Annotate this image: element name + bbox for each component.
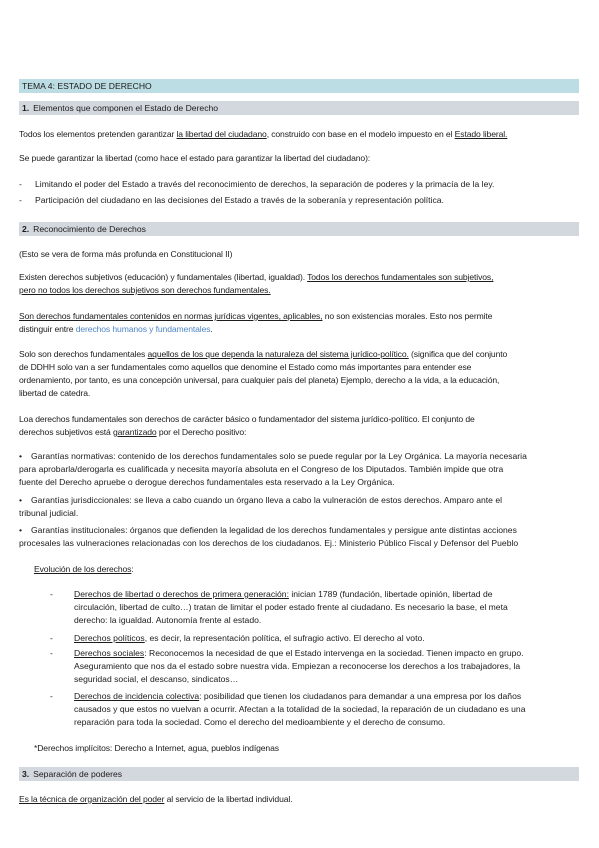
underlined-text: Estado liberal.	[454, 129, 508, 139]
title-text: TEMA 4: ESTADO DE DERECHO	[22, 81, 152, 91]
text: circulación, libertad de culto…) tratan de limitar el poder estado frente al ciudadano. Es necesario la base, el meta	[74, 602, 508, 612]
list-item-text	[74, 647, 579, 686]
text: (significa que del conjunto	[408, 349, 508, 359]
underlined-text: Todos los derechos fundamentales son subjetivos,	[307, 272, 494, 282]
text: seguridad social, el descanso, sindicatos…	[74, 674, 239, 684]
s2-paragraph-2	[19, 271, 575, 297]
bullet-marker: •	[19, 525, 23, 535]
s2-paragraph-5	[19, 413, 575, 439]
text: causados y que estos no vuelvan a ocurrir. Afectan a la totalidad de la sociedad, la reparación de un ciudadano es una	[74, 704, 526, 714]
underlined-text: aquellos de los que dependa la naturaleza del sistema jurídico-político.	[147, 349, 409, 359]
document-title	[19, 79, 579, 93]
underlined-text: Derechos sociales	[74, 648, 145, 658]
dash-marker: -	[50, 648, 53, 658]
text: Existen derechos subjetivos (educación) y fundamentales (libertad, igualdad).	[19, 272, 308, 282]
s1-paragraph-1	[19, 128, 575, 141]
section-number: 2.	[22, 224, 30, 234]
text: no son existencias morales. Esto nos permite	[322, 311, 493, 321]
text: Todos los elementos pretenden garantizar	[19, 129, 177, 139]
section-title: Elementos que componen el Estado de Derecho	[33, 103, 219, 113]
dash-marker: -	[50, 633, 53, 643]
text: , es decir, la representación política, el sufragio activo. El derecho al voto.	[144, 633, 425, 643]
text: Garantías normativas: contenido de los derechos fundamentales solo se puede regular por la Ley Orgánica. La mayoría necesaria	[31, 451, 527, 461]
text: de DDHH solo van a ser fundamentales como aquellos que denomine el Estado como más importantes para entender ese	[19, 362, 472, 372]
s2-paragraph-4	[19, 348, 575, 400]
text: derecho: la igualdad. Autonomía frente al estado.	[74, 615, 262, 625]
text: por el Derecho positivo:	[156, 427, 247, 437]
text: tribunal judicial.	[19, 508, 79, 518]
section-2-heading	[19, 222, 579, 236]
s3-paragraph-1	[19, 793, 575, 806]
list-item-text	[74, 632, 579, 645]
text: reparación para toda la sociedad. Como el derecho del medioambiente y el derecho de consumo.	[74, 717, 446, 727]
underlined-text: garantizado	[112, 427, 157, 437]
text: Garantías jurisdiccionales: se lleva a cabo cuando un órgano lleva a cabo la vulneración de estos derechos. Amparo ante el	[31, 495, 503, 505]
dash-marker: -	[50, 589, 53, 599]
text: : Reconocemos la necesidad de que el Estado intervenga en la sociedad. Tienen impacto en grupo.	[144, 648, 524, 658]
s1-paragraph-2: Se puede garantizar la libertad (como hace el estado para garantizar la libertad del ciudadano):	[19, 153, 371, 163]
text: fuente del Derecho apruebe o derogue derechos fundamentales esta reservado a la Ley Orgánica.	[19, 477, 395, 487]
text: para aprobarla/derogarla es cualificada y necesita mayoría absoluta en el Congreso de los Diputados. También impide que otra	[19, 464, 504, 474]
text: .	[210, 324, 213, 334]
implicit-rights-note: *Derechos implícitos: Derecho a Internet, agua, pueblos indígenas	[34, 743, 279, 753]
text: Solo son derechos fundamentales	[19, 349, 148, 359]
bullet-marker: •	[19, 451, 23, 461]
text: : posibilidad que tienen los ciudadanos para demandar a una empresa por los daños	[199, 691, 522, 701]
evolution-title	[34, 563, 590, 576]
list-item-text	[74, 588, 579, 627]
text: , construido con base en el modelo impuesto en el	[266, 129, 455, 139]
list-item-text: Limitando el poder del Estado a través del reconocimiento de derechos, la separación de poderes y la primacía de la ley.	[35, 179, 495, 189]
text: derechos subjetivos está	[19, 427, 113, 437]
underlined-text: Derechos de libertad o derechos de primera generación:	[74, 589, 289, 599]
section-1-heading	[19, 101, 579, 115]
text: Loa derechos fundamentales son derechos de carácter básico o fundamentador del sistema jurídico-político. El conjunto de	[19, 414, 475, 424]
text: distinguir entre	[19, 324, 76, 334]
s2-paragraph-1: (Esto se vera de forma más profunda en Constitucional II)	[19, 249, 233, 259]
text: Garantías institucionales: órganos que defienden la legalidad de los derechos fundamentales y persigue ante distintas acciones	[31, 525, 517, 535]
dash-marker: -	[19, 179, 22, 189]
underlined-text: Son derechos fundamentales contenidos en normas jurídicas vigentes, aplicables,	[19, 311, 323, 321]
highlighted-text: derechos humanos y fundamentales	[75, 324, 211, 334]
list-item-text	[74, 690, 579, 729]
text: al servicio de la libertad individual.	[164, 794, 293, 804]
underlined-text: Derechos de incidencia colectiva	[74, 691, 200, 701]
section-number: 3.	[22, 769, 30, 779]
section-title: Reconocimiento de Derechos	[33, 224, 146, 234]
underlined-text: Evolución de los derechos	[34, 564, 132, 574]
text: inician 1789 (fundación, libertade opinión, libertad de	[288, 589, 493, 599]
list-item-text: Participación del ciudadano en las decisiones del Estado a través de la soberanía y representación política.	[35, 195, 444, 205]
underlined-text: la libertad del ciudadano	[176, 129, 267, 139]
section-number: 1.	[22, 103, 30, 113]
list-item-text	[19, 450, 571, 489]
section-title: Separación de poderes	[33, 769, 123, 779]
underlined-text: Es la técnica de organización del poder	[19, 794, 165, 804]
dash-marker: -	[19, 195, 22, 205]
text: ordenamiento, por tanto, es una concepción universal, para cualquier país del planeta) Ejemplo, derecho a la vida, a la educación,	[19, 375, 500, 385]
s2-paragraph-3	[19, 310, 575, 336]
text: Aseguramiento que nos da el estado sobre nuestra vida. Empiezan a reconocerse los derechos a los trabajadores, la	[74, 661, 521, 671]
underlined-text: Derechos políticos	[74, 633, 145, 643]
dash-marker: -	[50, 691, 53, 701]
section-3-heading	[19, 767, 579, 781]
underlined-text: pero no todos los derechos subjetivos son derechos fundamentales.	[19, 285, 271, 295]
list-item-text	[19, 524, 571, 550]
text: procesales las vulneraciones relacionadas con los derechos de los ciudadanos. Ej.: Ministerio Público Fiscal y Defensor del Pueblo	[19, 538, 519, 548]
text: libertad de catedra.	[19, 388, 91, 398]
text: :	[131, 564, 134, 574]
list-item-text	[19, 494, 571, 520]
bullet-marker: •	[19, 495, 23, 505]
